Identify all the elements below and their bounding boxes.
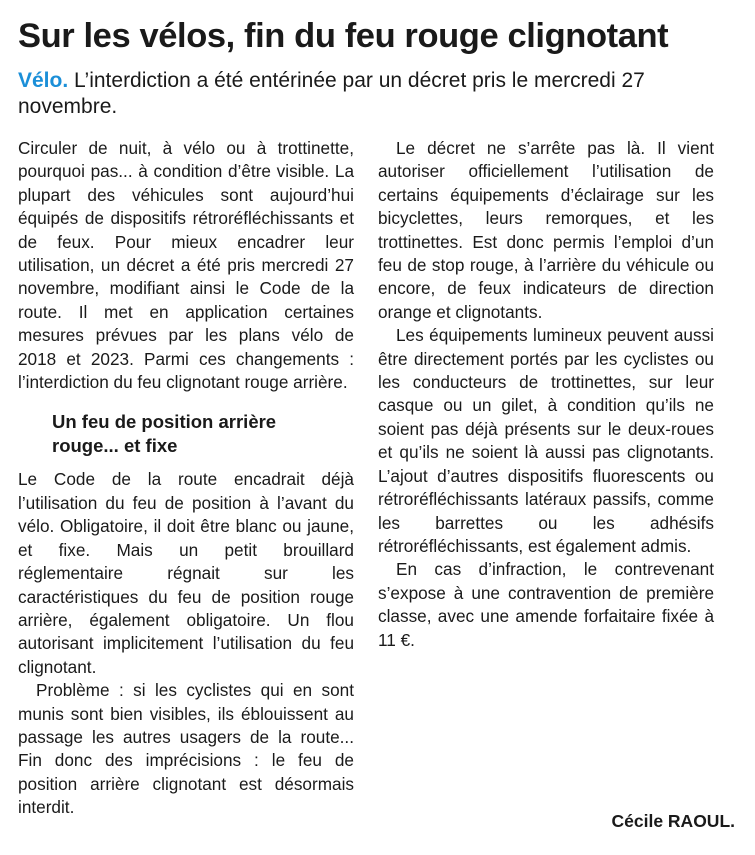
byline: Cécile RAOUL.: [611, 811, 735, 831]
intro-paragraph: Circuler de nuit, à vélo ou à trottinette, pourquoi pas... à condition d’être visible. La plupart des véhicules sont aujourd’hui équipés de dispositifs rétroréfléchissants et de feux. Pour mieux encadrer leur utilisation, un décret a été pris mercredi 27 novembre, modifiant ainsi le Code de la route. Il met en application certaines mesures prévues par les plans vélo de 2018 et 2023. Parmi ces changements : l’interdiction du feu clignotant rouge arrière.: [18, 138, 354, 393]
headline: Sur les vélos, fin du feu rouge clignotant: [18, 17, 669, 55]
body-paragraph-3: Le décret ne s’arrête pas là. Il vient autoriser officiellement l’utilisation de certains équipements d’éclairage sur les bicyclettes, leurs remorques, et les trottinettes. Est donc permis l’emploi d’un feu de stop rouge, à l’arrière du véhicule ou encore, de feux indicateurs de direction orange et clignotants.: [378, 138, 714, 322]
body-paragraph-4: Les équipements lumineux peuvent aussi être directement portés par les cyclistes ou les conducteurs de trottinettes, sur leur casque ou un gilet, à condition qu’ils ne soient pas déjà présents sur le deux-roues et qu’ils ne soient là aussi pas clignotants. L’ajout d’autres dispositifs fluorescents ou rétroréfléchissants latéraux passifs, comme les barrettes ou les adhésifs rétroréfléchissants, est également admis.: [378, 325, 714, 556]
subheading: Un feu de position arrière rouge... et fixe: [52, 411, 277, 457]
body-paragraph-5: En cas d’infraction, le contrevenant s’expose à une contravention de première classe, avec une amende forfaitaire fixée à 11 €.: [378, 559, 714, 650]
column-right: [378, 137, 714, 652]
body-paragraph-1: Le Code de la route encadrait déjà l’utilisation du feu de position à l’avant du vélo. Obligatoire, il doit être blanc ou jaune, et fixe. Mais un petit brouillard réglementaire régnait sur les caractéristiques du feu de position rouge arrière, également obligatoire. Un flou autorisant implicitement l’utilisation du feu clignotant.: [18, 469, 354, 677]
kicker: Vélo.: [18, 69, 69, 92]
body-paragraph-2: Problème : si les cyclistes qui en sont munis sont bien visibles, ils éblouissent au passage les autres usagers de la route... Fin donc des imprécisions : le feu de position arrière clignotant est désormais interdit.: [18, 680, 354, 818]
lede: [18, 68, 738, 120]
column-left: [18, 137, 354, 820]
lede-text: L’interdiction a été entérinée par un décret pris le mercredi 27 novembre.: [18, 69, 645, 118]
